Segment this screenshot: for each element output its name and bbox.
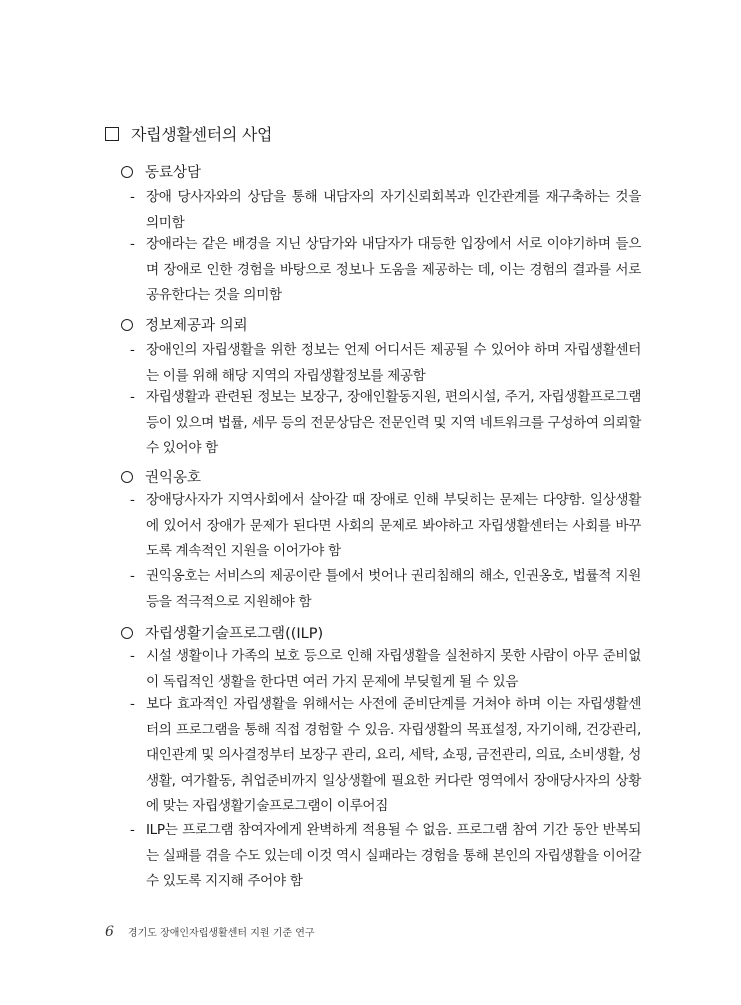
list-item [130,488,640,565]
dash-bullet: - [130,822,135,838]
circle-bullet-icon [121,471,133,483]
list-item-text: 권익옹호는 서비스의 제공이란 틀에서 벗어나 권리침해의 해소, 인권옹호, 법률적 지원 등을 적극적으로 지원해야 함 [146,568,641,610]
list-item-text: 장애라는 같은 배경을 지닌 상담가와 내담자가 대등한 입장에서 서로 이야기하며 들으며 장애로 인한 경험을 바탕으로 정보나 도움을 제공하는 데, 이는 경험의 결과를 서로 공유한다는 것을 의미함 [146,236,641,303]
circle-bullet-icon [121,319,133,331]
dash-bullet: - [130,568,135,584]
list-item-text: ILP는 프로그램 참여자에게 완벽하게 적용될 수 없음. 프로그램 참여 기간 동안 반복되는 실패를 겪을 수도 있는데 이것 역시 실패라는 경험을 통해 본인의 자립생활을 이어갈 수 있도록 지지해 주어야 함 [146,822,642,889]
dash-bullet: - [130,342,135,358]
list-item [130,338,640,389]
subsection-title [121,161,201,182]
circle-bullet-icon [121,627,133,639]
circle-bullet-icon [121,166,133,178]
dash-bullet: - [130,236,135,252]
subsection-title [121,622,323,643]
list-item [130,232,640,309]
list-item [130,692,640,820]
dash-bullet: - [130,189,135,205]
list-item [130,564,640,615]
dash-bullet: - [130,389,135,405]
running-title: 경기도 장애인자립생활센터 지원 기준 연구 [127,928,315,939]
list-item [130,818,640,895]
dash-bullet: - [130,492,135,508]
page-number: 6 [105,924,114,940]
subsection-title-text: 권익옹호 [145,470,202,486]
subsection-title-text: 자립생활기술프로그램((ILP) [145,626,324,642]
dash-bullet: - [130,648,135,664]
subsection-title-text: 동료상담 [145,165,202,181]
square-bullet-icon [105,127,119,141]
subsection-title-text: 정보제공과 의뢰 [145,318,248,334]
list-item-text: 시설 생활이나 가족의 보호 등으로 인해 자립생활을 실천하지 못한 사람이 아무 준비없이 독립적인 생활을 한다면 여러 가지 문제에 부딪힐게 될 수 있음 [146,648,641,690]
list-item-text: 장애 당사자와의 상담을 통해 내담자의 자기신뢰회복과 인간관계를 재구축하는 것을 의미함 [146,189,641,231]
page-footer [105,924,315,940]
subsection-title [121,314,248,335]
list-item-text: 장애인의 자립생활을 위한 정보는 언제 어디서든 제공될 수 있어야 하며 자립생활센터는 이를 위해 해당 지역의 자립생활정보를 제공함 [146,342,641,384]
list-item [130,644,640,695]
list-item-text: 장애당사자가 지역사회에서 살아갈 때 장애로 인해 부딪히는 문제는 다양함. 일상생활에 있어서 장애가 문제가 된다면 사회의 문제로 봐야하고 자립생활센터는 사회를 바꾸도록 계속적인 지원을 이어가야 함 [146,492,641,559]
subsection-title [121,466,201,487]
dash-bullet: - [130,696,135,712]
section-heading [105,122,272,145]
list-item [130,385,640,462]
list-item [130,185,640,236]
list-item-text: 자립생활과 관련된 정보는 보장구, 장애인활동지원, 편의시설, 주거, 자립생활프로그램등이 있으며 법률, 세무 등의 전문상담은 전문인력 및 지역 네트워크를 구성하여 의뢰할 수 있어야 함 [146,389,642,456]
section-title: 자립생활센터의 사업 [131,125,273,144]
list-item-text: 보다 효과적인 자립생활을 위해서는 사전에 준비단계를 거쳐야 하며 이는 자립생활센터의 프로그램을 통해 직접 경험할 수 있음. 자립생활의 목표설정, 자기이해, 건강관리, 대인관계 및 의사결정부터 보장구 관리, 요리, 세탁, 쇼핑, 금전관리, 의료, 소비생활, 성생활, 여가활동, 취업준비까지 일상생활에 필요한 커다란 영역에서 장애당사자의 상황에 맞는 자립생활기술프로그램이 이루어짐 [146,696,641,814]
